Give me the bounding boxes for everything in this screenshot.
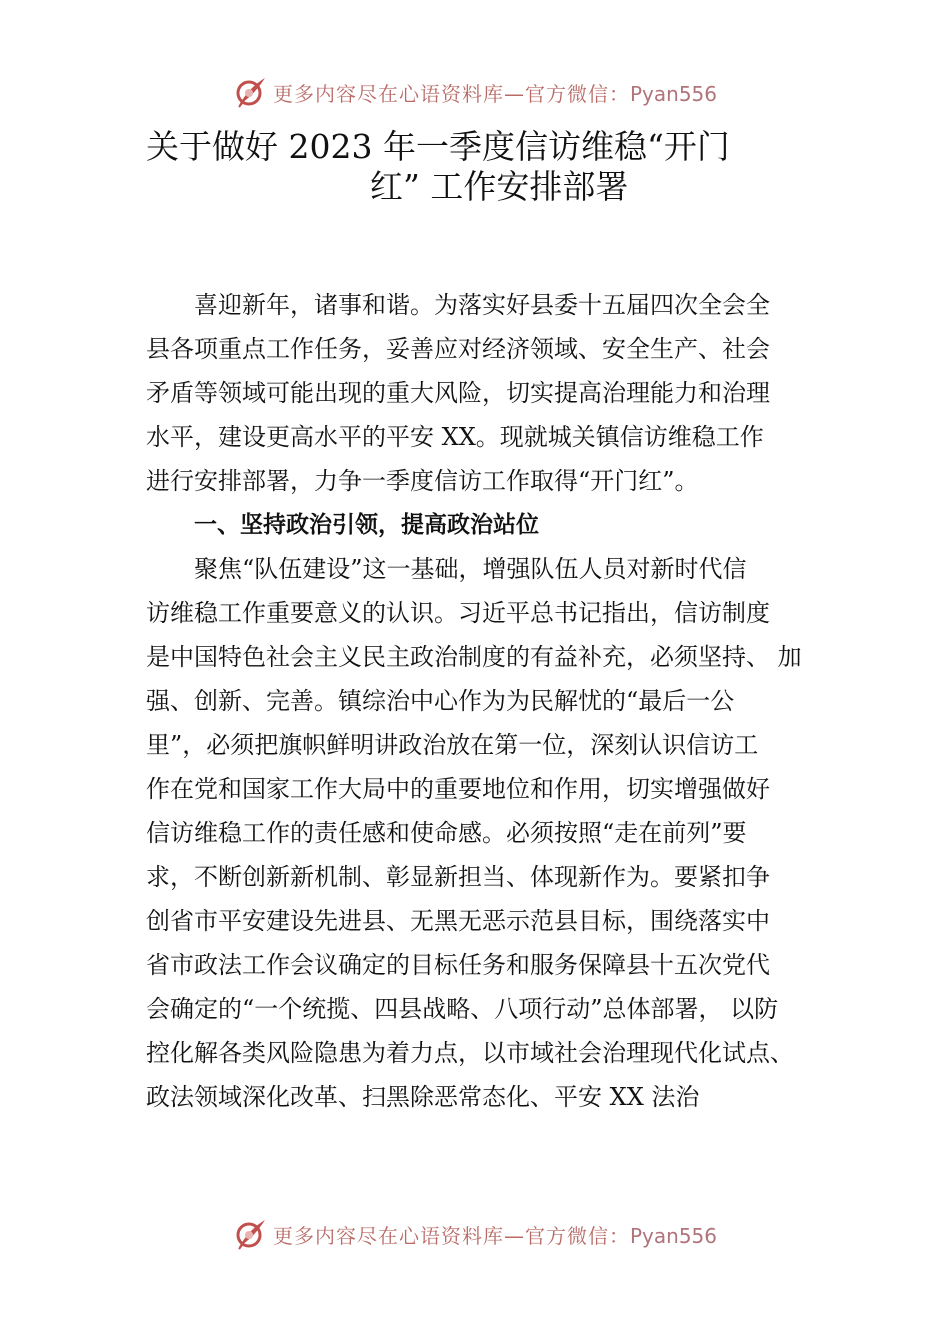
banner-wechat-id: Pyan556 [629,81,717,106]
body-line: 求，不断创新新机制、彰显新担当、体现新作为。要紧扣争 [146,863,770,891]
body-line: 控化解各类风险隐患为着力点，以市域社会治理现代化试点、 [146,1039,794,1067]
banner-text: 更多内容尽在心语资料库—官方微信：Pyan556 [272,81,717,106]
body-line: 作在党和国家工作大局中的重要地位和作用，切实增强做好 [146,775,770,803]
quill-pen-logo-icon [233,1217,267,1251]
document-title [146,127,786,207]
body-line: 是中国特色社会主义民主政治制度的有益补充，必须坚持、 加 [146,643,802,671]
body-line: 访维稳工作重要意义的认识。习近平总书记指出，信访制度 [146,599,770,627]
banner-wechat-id: Pyan556 [629,1223,717,1248]
body-line: 信访维稳工作的责任感和使命感。必须按照“走在前列”要 [146,819,747,847]
section-heading: 一、坚持政治引领，提高政治站位 [194,512,539,538]
body-line: 强、创新、完善。镇综治中心作为为民解忧的“最后一公 [146,687,735,715]
document-body [146,283,812,1119]
title-line-2: 红” 工作安排部署 [370,167,629,206]
body-line: 水平，建设更高水平的平安 XX。现就城关镇信访维稳工作 [146,423,764,451]
body-line: 省市政法工作会议确定的目标任务和服务保障县十五次党代 [146,951,770,979]
body-line: 县各项重点工作任务，妥善应对经济领域、安全生产、社会 [146,335,770,363]
body-line: 进行安排部署，力争一季度信访工作取得“开门红”。 [146,467,699,495]
header-banner [0,72,950,112]
banner-text: 更多内容尽在心语资料库—官方微信：Pyan556 [272,1223,717,1248]
footer-banner [0,1214,950,1254]
title-line-1: 关于做好 2023 年一季度信访维稳“开门 [146,127,730,166]
body-line: 喜迎新年，诸事和谐。为落实好县委十五届四次全会全 [194,291,770,319]
body-line: 创省市平安建设先进县、无黑无恶示范县目标，围绕落实中 [146,907,770,935]
body-line: 里”，必须把旗帜鲜明讲政治放在第一位，深刻认识信访工 [146,731,759,759]
body-line: 会确定的“一个统揽、四县战略、八项行动”总体部署， 以防 [146,995,779,1023]
body-line: 政法领域深化改革、扫黑除恶常态化、平安 XX 法治 [146,1083,700,1111]
quill-pen-logo-icon [233,75,267,109]
body-line: 聚焦“队伍建设”这一基础，增强队伍人员对新时代信 [194,555,747,583]
body-line: 矛盾等领域可能出现的重大风险，切实提高治理能力和治理 [146,379,770,407]
